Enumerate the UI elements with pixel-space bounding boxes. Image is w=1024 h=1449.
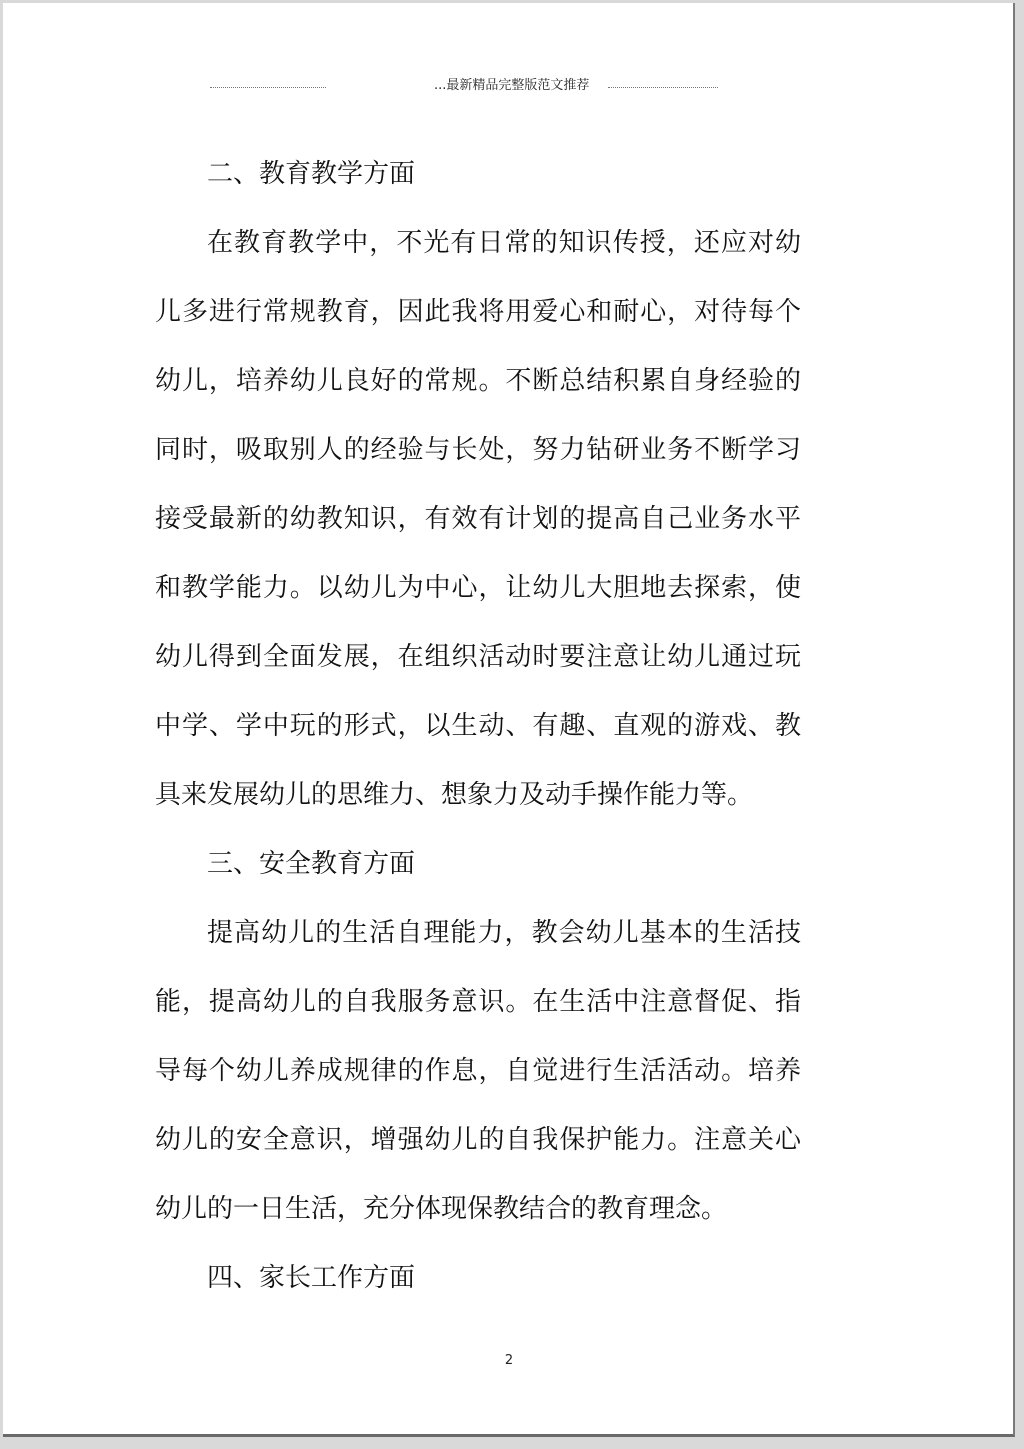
paragraph-education: 在教育教学中，不光有日常的知识传授，还应对幼儿多进行常规教育，因此我将用爱心和耐心，对待每个幼儿，培养幼儿良好的常规。不断总结积累自身经验的同时，吸取别人的经验与长处，努力钻研业务不断学习接受最新的幼教知识，有效有计划的提高自己业务水平和教学能力。以幼儿为中心，让幼儿大胆地去探索，使幼儿得到全面发展，在组织活动时要注意让幼儿通过玩中学、学中玩的形式，以生动、有趣、直观的游戏、教具来发展幼儿的思维力、想象力及动手操作能力等。	[155, 228, 801, 810]
header-text: ...最新精品完整版范文推荐	[434, 78, 590, 93]
section-heading-safety: 三、安全教育方面	[207, 849, 416, 879]
section-heading-parents: 四、家长工作方面	[207, 1263, 416, 1293]
header-dotted-rule-left	[210, 87, 326, 88]
document-page	[3, 3, 1015, 1437]
section-heading-education: 二、教育教学方面	[207, 159, 416, 189]
document-body	[155, 140, 801, 1313]
paragraph-safety: 提高幼儿的生活自理能力，教会幼儿基本的生活技能，提高幼儿的自我服务意识。在生活中注意督促、指导每个幼儿养成规律的作息，自觉进行生活活动。培养幼儿的安全意识，增强幼儿的自我保护能力。注意关心幼儿的一日生活，充分体现保教结合的教育理念。	[155, 918, 801, 1224]
page-number: 2	[504, 1353, 514, 1368]
page-header	[210, 76, 718, 96]
header-dotted-rule-right	[608, 87, 718, 88]
